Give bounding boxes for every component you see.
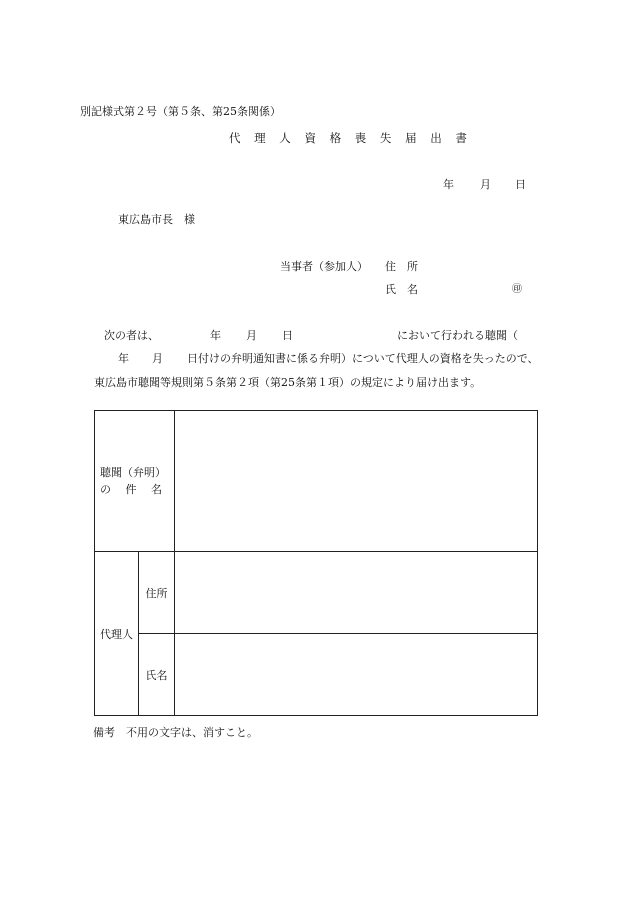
body-month-2: 月 — [152, 352, 163, 365]
form-table — [94, 410, 538, 716]
body-line-3: 東広島市聴聞等規則第５条第２項（第25条第１項）の規定により届け出ます。 — [94, 376, 482, 389]
body-line-2: 日付けの弁明通知書に係る弁明）について代理人の資格を失ったので、 — [187, 352, 539, 365]
body-year-2: 年 — [118, 352, 129, 365]
seal-mark: ㊞ — [512, 284, 522, 295]
party-label: 当事者（参加人） — [280, 260, 368, 273]
agent-address-label: 住所 — [139, 552, 175, 634]
note: 備考 不用の文字は、消すこと。 — [93, 726, 258, 739]
body-year: 年 — [210, 329, 221, 342]
form-reference: 別記様式第２号（第５条、第25条関係） — [80, 105, 281, 118]
date-year: 年 — [443, 178, 454, 191]
subject-label-cell — [95, 411, 175, 552]
body-lead: 次の者は、 — [104, 329, 159, 342]
subject-label-line2: の 件 名 — [100, 483, 162, 496]
body-hearing-text: において行われる聴聞（ — [397, 329, 518, 342]
date-month: 月 — [480, 178, 491, 191]
body-month: 月 — [246, 329, 257, 342]
agent-label-cell: 代理人 — [95, 552, 139, 716]
agent-name-label: 氏名 — [139, 634, 175, 716]
document-title: 代 理 人 資 格 喪 失 届 出 書 — [229, 131, 472, 145]
agent-address-value[interactable] — [175, 552, 538, 634]
date-day: 日 — [515, 178, 526, 191]
subject-value-cell[interactable] — [175, 411, 538, 552]
address-label: 住 所 — [385, 260, 418, 273]
addressee: 東広島市長 様 — [118, 213, 195, 226]
agent-name-value[interactable] — [175, 634, 538, 716]
body-day: 日 — [282, 329, 293, 342]
subject-label-line1: 聴聞（弁明） — [100, 466, 166, 479]
name-label: 氏 名 — [385, 283, 418, 296]
